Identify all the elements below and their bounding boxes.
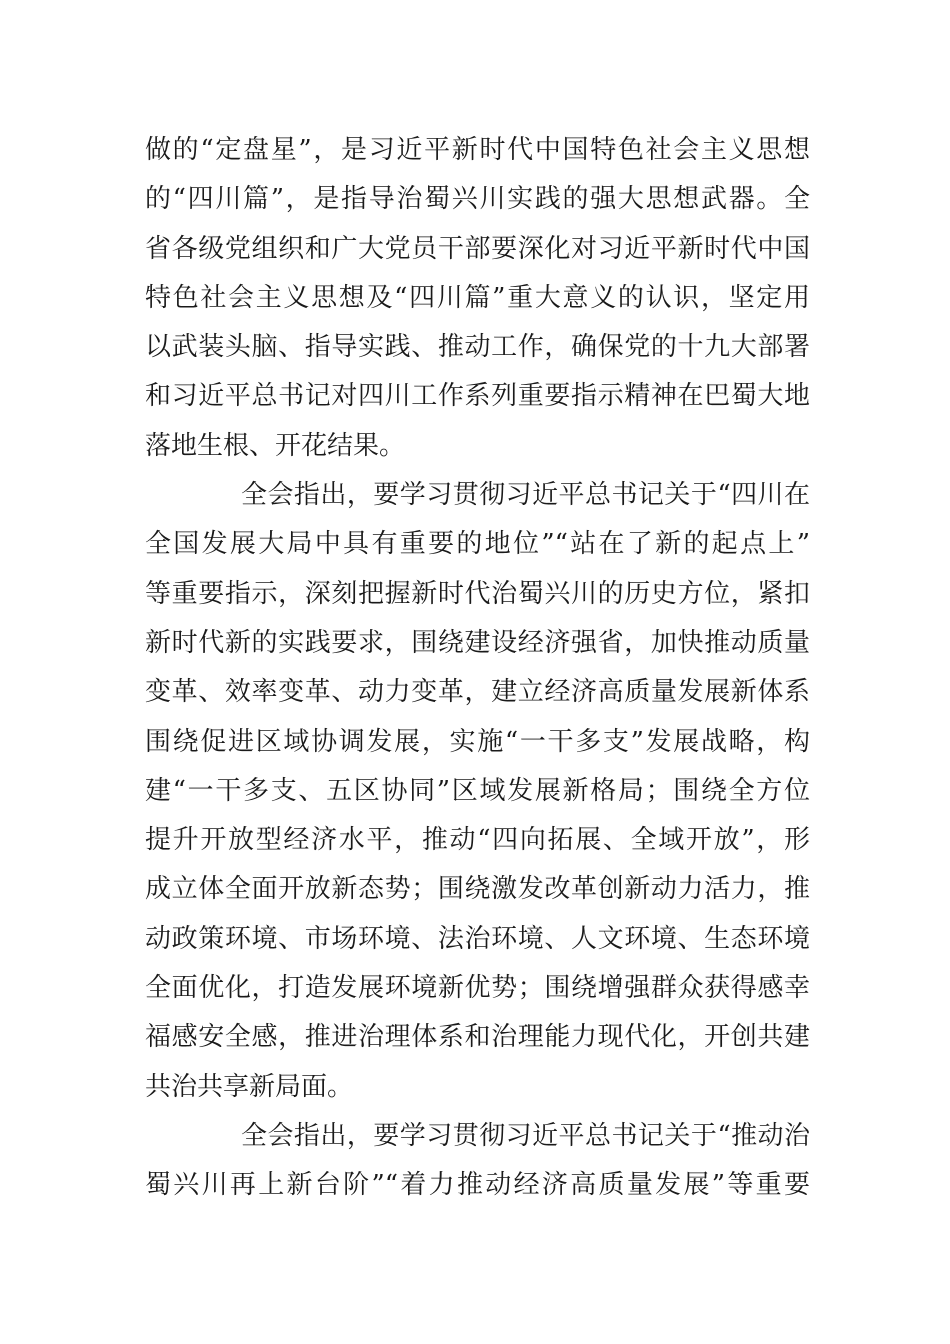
text-line: 围绕促进区域协调发展，实施“一干多支”发展战略，构 xyxy=(145,726,810,757)
text-line: 蜀兴川再上新台阶”“着力推动经济高质量发展”等重要 xyxy=(145,1170,810,1201)
text-line: 福感安全感，推进治理体系和治理能力现代化，开创共建 xyxy=(145,1022,810,1053)
text-line: 成立体全面开放新态势；围绕激发改革创新动力活力，推 xyxy=(145,874,810,905)
text-line: 变革、效率变革、动力变革，建立经济高质量发展新体系 xyxy=(145,677,810,708)
text-line: 共治共享新局面。 xyxy=(145,1071,354,1102)
text-line: 以武装头脑、指导实践、推动工作，确保党的十九大部署 xyxy=(145,332,810,363)
text-line: 和习近平总书记对四川工作系列重要指示精神在巴蜀大地 xyxy=(145,381,810,412)
text-line: 落地生根、开花结果。 xyxy=(145,430,406,461)
text-line: 全面优化，打造发展环境新优势；围绕增强群众获得感幸 xyxy=(145,973,810,1004)
text-line: 省各级党组织和广大党员干部要深化对习近平新时代中国 xyxy=(145,233,810,264)
text-line: 建“一干多支、五区协同”区域发展新格局；围绕全方位 xyxy=(145,775,810,806)
text-line: 做的“定盘星”，是习近平新时代中国特色社会主义思想 xyxy=(145,135,810,165)
text-line: 提升开放型经济水平，推动“四向拓展、全域开放”，形 xyxy=(145,825,810,856)
text-line: 动政策环境、市场环境、法治环境、人文环境、生态环境 xyxy=(145,923,810,954)
text-line: 特色社会主义思想及“四川篇”重大意义的认识，坚定用 xyxy=(145,282,810,313)
text-line: 全国发展大局中具有重要的地位”“站在了新的起点上” xyxy=(145,529,810,560)
text-line: 新时代新的实践要求，围绕建设经济强省，加快推动质量 xyxy=(145,627,810,658)
document-body xyxy=(145,126,810,1211)
text-line: 的“四川篇”，是指导治蜀兴川实践的强大思想武器。全 xyxy=(145,184,810,215)
text-line: 等重要指示，深刻把握新时代治蜀兴川的历史方位，紧扣 xyxy=(145,578,810,609)
text-line: 全会指出，要学习贯彻习近平总书记关于“四川在 xyxy=(241,480,810,511)
text-line: 全会指出，要学习贯彻习近平总书记关于“推动治 xyxy=(241,1120,810,1151)
